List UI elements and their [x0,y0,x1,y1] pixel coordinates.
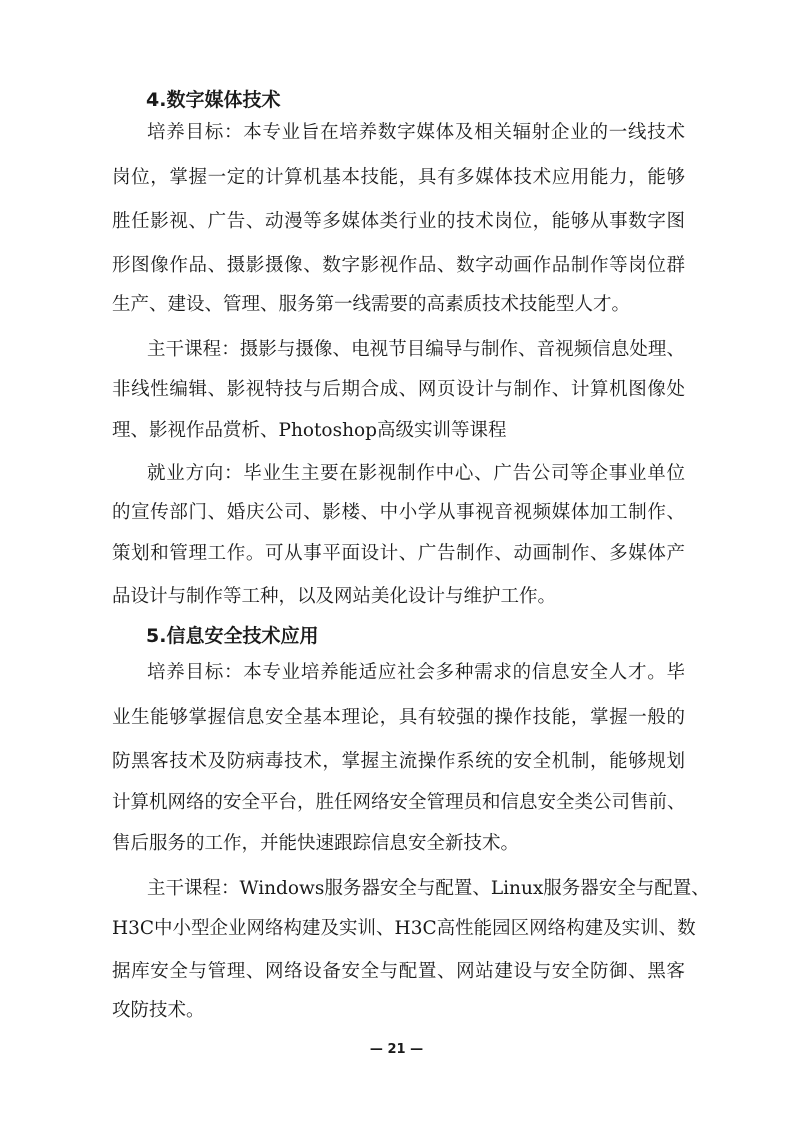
paragraph-line: 形图像作品、摄影摄像、数字影视作品、数字动画作品制作等岗位群 [112,255,685,276]
paragraph-line: 就业方向：毕业生主要在影视制作中心、广告公司等企事业单位 [147,463,685,484]
paragraph-line: 生产、建设、管理、服务第一线需要的高素质技术技能型人才。 [112,294,631,315]
paragraph-line: 售后服务的工作，并能快速跟踪信息安全新技术。 [112,833,520,854]
paragraph-line: 计算机网络的安全平台，胜任网络安全管理员和信息安全类公司售前、 [112,792,686,813]
section-heading-information-security: 5.信息安全技术应用 [146,625,319,647]
paragraph-line: 据库安全与管理、网络设备安全与配置、网站建设与安全防御、黑客 [112,961,685,982]
paragraph-line: 非线性编辑、影视特技与后期合成、网页设计与制作、计算机图像处 [112,379,685,400]
paragraph-line: 品设计与制作等工种，以及网站美化设计与维护工作。 [112,586,557,607]
paragraph-line: H3C中小型企业网络构建及实训、H3C高性能园区网络构建及实训、数 [112,918,696,939]
paragraph-line: 防黑客技术及防病毒技术，掌握主流操作系统的安全机制，能够规划 [112,751,685,772]
paragraph-line: 主干课程：摄影与摄像、电视节目编导与制作、音视频信息处理、 [147,339,685,360]
paragraph-line: 的宣传部门、婚庆公司、影楼、中小学从事视音视频媒体加工制作、 [112,502,685,523]
paragraph-line: 策划和管理工作。可从事平面设计、广告制作、动画制作、多媒体产 [112,543,685,564]
paragraph-line: 攻防技术。 [112,1000,205,1021]
paragraph-line: 胜任影视、广告、动漫等多媒体类行业的技术岗位，能够从事数字图 [112,211,685,232]
paragraph-line: 主干课程：Windows服务器安全与配置、Linux服务器安全与配置、 [147,878,710,899]
section-heading-digital-media: 4.数字媒体技术 [146,89,281,111]
paragraph-line: 培养目标：本专业旨在培养数字媒体及相关辐射企业的一线技术 [147,122,685,143]
paragraph-line: 业生能够掌握信息安全基本理论，具有较强的操作技能，掌握一般的 [112,707,685,728]
page-number: — 21 — [369,1042,424,1057]
paragraph-line: 培养目标：本专业培养能适应社会多种需求的信息安全人才。毕 [147,662,685,683]
paragraph-line: 理、影视作品赏析、Photoshop高级实训等课程 [112,420,507,441]
paragraph-line: 岗位，掌握一定的计算机基本技能，具有多媒体技术应用能力，能够 [112,167,685,188]
